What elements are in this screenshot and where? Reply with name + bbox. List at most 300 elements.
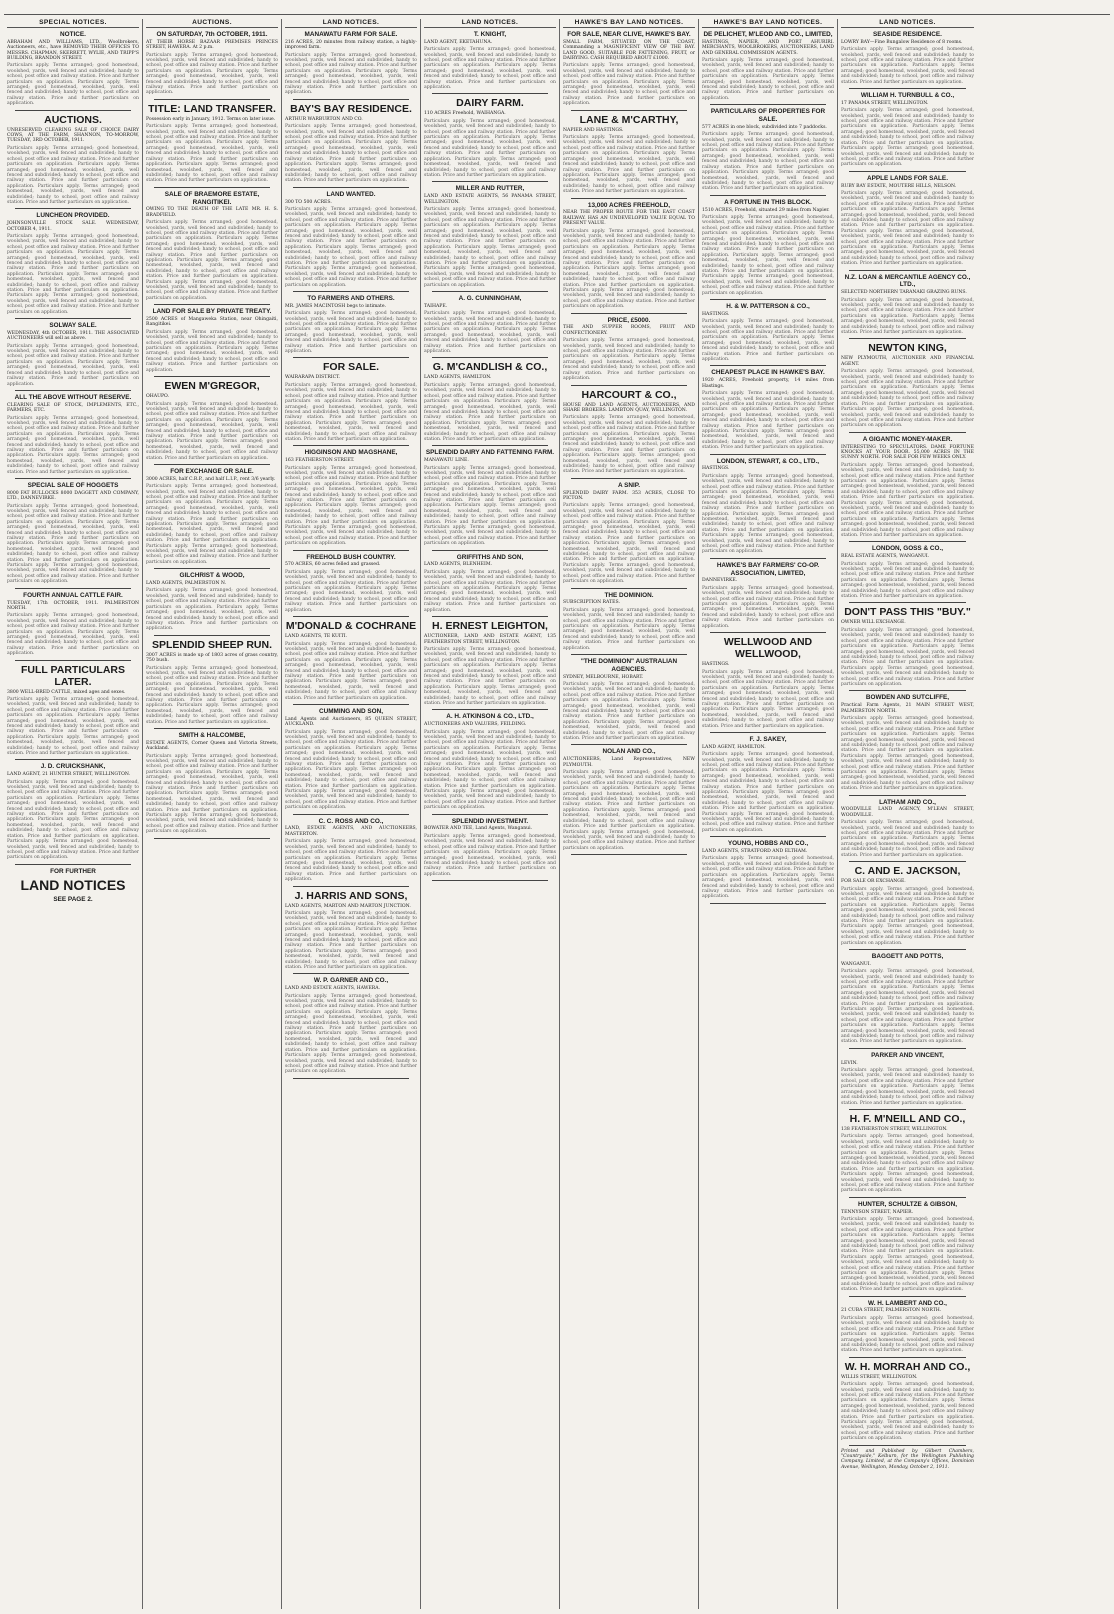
advert-body-texture: Particulars apply. Terms arranged; good homestead, woolshed, yards, well fenced and subdivided; handy to school, post office and railway station. Price and further particulars on application. Particulars apply. Terms arranged; good homestead, woolshed, yards, well fenced and subdivided; handy to school, post office and railway station. Price and further particulars on application. Particulars apply. Terms arranged; good homestead, woolshed, yards, well fenced and subdivided; handy to school, post office and railway station. Price and further particulars on application. Particulars apply. Terms arranged; good homestead, woolshed, yards, well fenced and subdivided; handy to school, post office and railway station. Price and further particulars on application.: [563, 228, 695, 310]
advert-title: DAIRY FARM.: [456, 97, 524, 110]
advert-divider: [571, 744, 687, 745]
advert-divider: [154, 187, 270, 188]
advert-text: WOODVILLE LAND AGENCY, M'LEAN STREET, WOODVILLE.: [841, 807, 974, 818]
advert-body-texture: Particulars apply. Terms arranged; good homestead, woolshed, yards, well fenced and subdivided; handy to school, post office and railway station. Price and further particulars on application. Particulars apply. Terms arranged; good homestead, woolshed, yards, well fenced and subdivided; handy to school, post office and railway station. Price and further particulars on application. Particulars apply. Terms arranged; good homestead, woolshed, yards, well fenced and subdivided; handy to school, post office and railway station. Price and further particulars on application.: [841, 108, 974, 168]
advert-text: LAND AGENTS, MARTON AND MARTON JUNCTION.: [285, 903, 411, 909]
advert-body-texture: Particulars apply. Terms arranged; good homestead, woolshed, yards, well fenced and subdivided; handy to school, post office and railway station. Price and further particulars on application. Particulars apply. Terms arranged; good homestead, woolshed, yards, well fenced and subdivided; handy to school, post office and railway station. Price and further particulars on application. Particulars apply. Terms arranged; good homestead, woolshed, yards, well fenced and subdivided; handy to school, post office and railway station. Price and further particulars on application. Particulars apply. Terms arranged; good homestead, woolshed, yards, well fenced and subdivided; handy to school, post office and railway station. Price and further particulars on application.: [563, 770, 695, 851]
column-5: [560, 19, 699, 1609]
advert-body-texture: Particulars apply. Terms arranged; good homestead, woolshed, yards, well fenced and subdivided; handy to school, post office and railway station. Price and further particulars on application. Particulars apply. Terms arranged; good homestead, woolshed, yards, well fenced and subdivided; handy to school, post office and railway station. Price and further particulars on application.: [285, 839, 417, 883]
advert-body-texture: Particulars apply. Terms arranged; good homestead, woolshed, yards, well fenced and subdivided; handy to school, post office and railway station. Price and further particulars on application. Particulars apply. Terms arranged; good homestead, woolshed, yards, well fenced and subdivided; handy to school, post office and railway station. Price and further particulars on application. Particulars apply. Terms arranged; good homestead, woolshed, yards, well fenced and subdivided; handy to school, post office and railway station. Price and further particulars on application.: [841, 1382, 974, 1442]
column-1: [4, 19, 143, 1609]
advert-title: CHEAPEST PLACE IN HAWKE'S BAY.: [711, 369, 825, 377]
advert-text: HASTINGS.: [702, 466, 730, 472]
column-3: [282, 19, 421, 1609]
advert-divider: [710, 454, 826, 455]
advert-divider: [293, 814, 409, 815]
advert-divider: [293, 886, 409, 887]
advert-title: CUMMING AND SON,: [318, 707, 384, 715]
advert-title: "THE DOMINION" AUSTRALIAN AGENCIES.: [580, 657, 678, 673]
advert-title: HAWKE'S BAY FARMERS' CO-OP. ASSOCIATION, LIMITED,: [716, 561, 820, 577]
advert-body-texture: Particulars apply. Terms arranged; good homestead, woolshed, yards, well fenced and subdivided; handy to school, post office and railway station. Price and further particulars on application. Particulars apply. Terms arranged; good homestead, woolshed, yards, well fenced and subdivided; handy to school, post office and railway station. Price and further particulars on application. Particulars apply. Terms arranged; good homestead, woolshed, yards, well fenced and subdivided; handy to school, post office and railway station. Price and further particulars on application. Particulars apply. Terms arranged; good homestead, woolshed, yards, well fenced and subdivided; handy to school, post office and railway station. Price and further particulars on application.: [424, 206, 556, 288]
advert-divider: [15, 864, 131, 865]
advert-divider: [849, 88, 966, 89]
advert-text: LAND AGENTS, PALMERSTON N.: [146, 581, 227, 587]
advert-body-texture: Particulars apply. Terms arranged; good homestead, woolshed, yards, well fenced and subdivided; handy to school, post office and railway station. Price and further particulars on application. Particulars apply. Terms arranged; good homestead, woolshed, yards, well fenced and subdivided; handy to school, post office and railway station. Price and further particulars on application. Particulars apply. Terms arranged; good homestead, woolshed, yards, well fenced and subdivided; handy to school, post office and railway station. Price and further particulars on application. Particulars apply. Terms arranged; good homestead, woolshed, yards, well fenced and subdivided; handy to school, post office and railway station. Price and further particulars on application.: [285, 729, 417, 811]
advert-divider: [15, 390, 131, 391]
advert-divider: [432, 709, 548, 710]
column-header: HAWKE'S BAY LAND NOTICES.: [563, 19, 695, 28]
advert-body-texture: Particulars apply. Terms arranged; good homestead, woolshed, yards, well fenced and subdivided; handy to school, post office and railway station. Price and further particulars on application. Particulars apply. Terms arranged; good homestead, woolshed, yards, well fenced and subdivided; handy to school, post office and railway station. Price and further particulars on application. Particulars apply. Terms arranged; good homestead, woolshed, yards, well fenced and subdivided; handy to school, post office and railway station. Price and further particulars on application. Particulars apply. Terms arranged; good homestead, woolshed, yards, well fenced and subdivided; handy to school, post office and railway station. Price and further particulars on application.: [702, 214, 834, 296]
advert-body-texture: Particulars apply. Terms arranged; good homestead, woolshed, yards, well fenced and subdivided; handy to school, post office and railway station. Price and further particulars on application. Particulars apply. Terms arranged; good homestead, woolshed, yards, well fenced and subdivided; handy to school, post office and railway station. Price and further particulars on application.: [7, 63, 139, 107]
column-4: [421, 19, 560, 1609]
advert-divider: [293, 1078, 409, 1079]
advert-body-texture: Particulars apply. Terms arranged; good homestead, woolshed, yards, well fenced and subdivided; handy to school, post office and railway station. Price and further particulars on application. Particulars apply. Terms arranged; good homestead, woolshed, yards, well fenced and subdivided; handy to school, post office and railway station. Price and further particulars on application.: [702, 585, 834, 629]
advert-body-texture: Particulars apply. Terms arranged; good homestead, woolshed, yards, well fenced and subdivided; handy to school, post office and railway station. Price and further particulars on application. Particulars apply. Terms arranged; good homestead, woolshed, yards, well fenced and subdivided; handy to school, post office and railway station. Price and further particulars on application.: [563, 338, 695, 382]
advert-body-texture: Particulars apply. Terms arranged; good homestead, woolshed, yards, well fenced and subdivided; handy to school, post office and railway station. Price and further particulars on application. Particulars apply. Terms arranged; good homestead, woolshed, yards, well fenced and subdivided; handy to school, post office and railway station. Price and further particulars on application.: [146, 329, 278, 373]
advert-divider: [849, 861, 966, 862]
advert-title: ON SATURDAY, 7th OCTOBER, 1911.: [156, 31, 268, 38]
advert-divider: [571, 654, 687, 655]
advert-title: SMITH & HALCOMBE,: [178, 732, 246, 739]
advert-text: BOWATER AND TEE, Land Agents, Wanganui.: [424, 826, 533, 832]
advert-body-texture: Particulars apply. Terms arranged; good homestead, woolshed, yards, well fenced and subdivided; handy to school, post office and railway station. Price and further particulars on application. Particulars apply. Terms arranged; good homestead, woolshed, yards, well fenced and subdivided; handy to school, post office and railway station. Price and further particulars on application.: [424, 833, 556, 877]
advert-body-texture: Particulars apply. Terms arranged; good homestead, woolshed, yards, well fenced and subdivided; handy to school, post office and railway station. Price and further particulars on application. Particulars apply. Terms arranged; good homestead, woolshed, yards, well fenced and subdivided; handy to school, post office and railway station. Price and further particulars on application. Particulars apply. Terms arranged; good homestead, woolshed, yards, well fenced and subdivided; handy to school, post office and railway station. Price and further particulars on application. Particulars apply. Terms arranged; good homestead, woolshed, yards, well fenced and subdivided; handy to school, post office and railway station. Price and further particulars on application.: [285, 206, 417, 288]
advert-divider: [293, 973, 409, 974]
advert-divider: [849, 171, 966, 172]
advert-text: 2500 ACRES of Mangaweka Station, near Ohingaiti, Rangitikei.: [146, 317, 278, 328]
advert-title: LUNCHEON PROVIDED.: [36, 212, 110, 220]
advert-body-texture: Particulars apply. Terms arranged; good homestead, woolshed, yards, well fenced and subdivided; handy to school, post office and railway station. Price and further particulars on application. Particulars apply. Terms arranged; good homestead, woolshed, yards, well fenced and subdivided; handy to school, post office and railway station. Price and further particulars on application. Particulars apply. Terms arranged; good homestead, woolshed, yards, well fenced and subdivided; handy to school, post office and railway station. Price and further particulars on application.: [7, 415, 139, 475]
column-header: HAWKE'S BAY LAND NOTICES.: [702, 19, 834, 28]
advert-text: WANGANUI.: [841, 961, 871, 967]
advert-divider: [432, 93, 548, 94]
advert-text: TAIHAPE.: [424, 303, 448, 309]
advert-title: PARTICULARS OF PROPERTIES FOR SALE.: [710, 108, 826, 124]
advert-title: SPECIAL SALE OF HOGGETS: [27, 482, 119, 489]
advert-text: AUCTIONEER, LAND AND ESTATE AGENT, 135 FEATHERSTON STREET, WELLINGTON.: [424, 634, 556, 645]
advert-text: AUCTIONEERS AND VALUERS, FEILDING.: [424, 722, 527, 728]
footer-notice: SEE PAGE 2.: [53, 895, 93, 903]
advert-divider: [710, 836, 826, 837]
advert-text: SMALL FARM, SITUATED ON THE COAST, Commanding a MAGNIFICENT VIEW OF THE BAY. LAND GOOD, SUITABLE FOR FATTENING, FRUIT, or DAIRYING. CASH REQUIRED ABOUT £1000.: [563, 39, 695, 62]
advert-divider: [432, 357, 548, 358]
advert-text: THE AND SUPPER ROOMS, FRUIT AND CONFECTIONERY.: [563, 325, 695, 336]
advert-divider: [293, 357, 409, 358]
advert-body-texture: Particulars apply. Terms arranged; good homestead, woolshed, yards, well fenced and subdivided; handy to school, post office and railway station. Price and further particulars on application. Particulars apply. Terms arranged; good homestead, woolshed, yards, well fenced and subdivided; handy to school, post office and railway station. Price and further particulars on application. Particulars apply. Terms arranged; good homestead, woolshed, yards, well fenced and subdivided; handy to school, post office and railway station. Price and further particulars on application. Particulars apply. Terms arranged; good homestead, woolshed, yards, well fenced and subdivided; handy to school, post office and railway station. Price and further particulars on application.: [424, 729, 556, 811]
advert-text: AUCTIONEERS, Land Representatives, NEW PLYMOUTH.: [563, 757, 695, 768]
advert-text: WAIRARAPA DISTRICT.: [285, 375, 340, 381]
advert-body-texture: Particulars apply. Terms arranged; good homestead, woolshed, yards, well fenced and subdivided; handy to school, post office and railway station. Price and further particulars on application. Particulars apply. Terms arranged; good homestead, woolshed, yards, well fenced and subdivided; handy to school, post office and railway station. Price and further particulars on application. Particulars apply. Terms arranged; good homestead, woolshed, yards, well fenced and subdivided; handy to school, post office and railway station. Price and further particulars on application.: [702, 391, 834, 451]
advert-divider: [710, 195, 826, 196]
advert-divider: [293, 616, 409, 617]
advert-title: W. H. LAMBERT AND CO.,: [868, 1299, 947, 1307]
advert-title: GILCHRIST & WOOD,: [179, 572, 245, 580]
advert-text: HOUSE AND LAND AGENTS, AUCTIONEERS, AND SHARE BROKERS. LAMBTON QUAY, WELLINGTON.: [563, 402, 695, 413]
advert-divider: [432, 880, 548, 881]
advert-title: A. H. ATKINSON & CO., LTD.,: [446, 713, 534, 721]
advert-title: A GIGANTIC MONEY-MAKER.: [862, 435, 953, 443]
advert-text: REAL ESTATE AGENTS, WANGANUI.: [841, 554, 930, 560]
advert-title: A SNIP.: [617, 481, 641, 489]
advert-title: G. M'CANDLISH & CO.,: [432, 361, 548, 374]
advert-title: FULL PARTICULARS LATER.: [20, 663, 126, 688]
advert-divider: [293, 704, 409, 705]
advert-body-texture: Particulars apply. Terms arranged; good homestead, woolshed, yards, well fenced and subdivided; handy to school, post office and railway station. Price and further particulars on application. Particulars apply. Terms arranged; good homestead, woolshed, yards, well fenced and subdivided; handy to school, post office and railway station. Price and further particulars on application.: [7, 343, 139, 387]
advert-title: WILLIAM H. TURNBULL & CO.,: [860, 92, 955, 100]
advert-title: A FORTUNE IN THIS BLOCK.: [724, 198, 812, 206]
advert-title: MANAWATU FARM FOR SALE.: [304, 31, 398, 38]
advert-title: HARCOURT & CO.,: [581, 388, 677, 401]
advert-divider: [293, 291, 409, 292]
advert-title: BOWDEN AND SUTCLIFFE,: [865, 694, 950, 702]
advert-title: BAGGETT AND POTTS,: [871, 952, 944, 960]
advert-text: LAND AGENTS, STRATFORD AND ELTHAM.: [702, 849, 808, 855]
advert-divider: [849, 1445, 966, 1446]
column-2: [143, 19, 282, 1609]
advert-body-texture: Particulars apply. Terms arranged; good homestead, woolshed, yards, well fenced and subdivided; handy to school, post office and railway station. Price and further particulars on application. Particulars apply. Terms arranged; good homestead, woolshed, yards, well fenced and subdivided; handy to school, post office and railway station. Price and further particulars on application. Particulars apply. Terms arranged; good homestead, woolshed, yards, well fenced and subdivided; handy to school, post office and railway station. Price and further particulars on application. Particulars apply. Terms arranged; good homestead, woolshed, yards, well fenced and subdivided; handy to school, post office and railway station. Price and further particulars on application.: [146, 220, 278, 301]
advert-divider: [15, 318, 131, 319]
advert-body-texture: Particulars apply. Terms arranged; good homestead, woolshed, yards, well fenced and subdivided; handy to school, post office and railway station. Price and further particulars on application. Particulars apply. Terms arranged; good homestead, woolshed, yards, well fenced and subdivided; handy to school, post office and railway station. Price and further particulars on application. Particulars apply. Terms arranged; good homestead, woolshed, yards, well fenced and subdivided; handy to school, post office and railway station. Price and further particulars on application. Particulars apply. Terms arranged; good homestead, woolshed, yards, well fenced and subdivided; handy to school, post office and railway station. Price and further particulars on application.: [146, 484, 278, 565]
advert-body-texture: Particulars apply. Terms arranged; good homestead, woolshed, yards, well fenced and subdivided; handy to school, post office and railway station. Price and further particulars on application. Particulars apply. Terms arranged; good homestead, woolshed, yards, well fenced and subdivided; handy to school, post office and railway station. Price and further particulars on application. Particulars apply. Terms arranged; good homestead, woolshed, yards, well fenced and subdivided; handy to school, post office and railway station. Price and further particulars on application.: [563, 135, 695, 195]
advert-text: LAND AGENTS, TE KUITI.: [285, 634, 348, 640]
advert-divider: [293, 445, 409, 446]
advert-body-texture: Particulars apply. Terms arranged; good homestead, woolshed, yards, well fenced and subdivided; handy to school, post office and railway station. Price and further particulars on application. Particulars apply. Terms arranged; good homestead, woolshed, yards, well fenced and subdivided; handy to school, post office and railway station. Price and further particulars on application.: [424, 311, 556, 355]
advert-text: SPLENDID DAIRY FARM. 353 ACRES, CLOSE TO PICTON.: [563, 490, 695, 501]
advert-text: 8000 FAT BULLOCKS 8000 DAGGETT AND COMPANY, LTD., DANNEVIRKE.: [7, 490, 139, 502]
advert-divider: [849, 1357, 966, 1358]
advert-body-texture: Particulars apply. Terms arranged; good homestead, woolshed, yards, well fenced and subdivided; handy to school, post office and railway station. Price and further particulars on application. Particulars apply. Terms arranged; good homestead, woolshed, yards, well fenced and subdivided; handy to school, post office and railway station. Price and further particulars on application. Particulars apply. Terms arranged; good homestead, woolshed, yards, well fenced and subdivided; handy to school, post office and railway station. Price and further particulars on application.: [841, 627, 974, 687]
advert-text: ESTATE AGENTS, Corner Queen and Victoria Streets, Auckland.: [146, 740, 278, 752]
advert-title: NEWTON KING,: [868, 342, 947, 355]
advert-body-texture: Particulars apply. Terms arranged; good homestead, woolshed, yards, well fenced and subdivided; handy to school, post office and railway station. Price and further particulars on application. Particulars apply. Terms arranged; good homestead, woolshed, yards, well fenced and subdivided; handy to school, post office and railway station. Price and further particulars on application. Particulars apply. Terms arranged; good homestead, woolshed, yards, well fenced and subdivided; handy to school, post office and railway station. Price and further particulars on application. Particulars apply. Terms arranged; good homestead, woolshed, yards, well fenced and subdivided; handy to school, post office and railway station. Price and further particulars on application.: [424, 465, 556, 547]
advert-title: NOTICE.: [60, 31, 86, 38]
advert-body-texture: Particulars apply. Terms arranged; good homestead, woolshed, yards, well fenced and subdivided; handy to school, post office and railway station. Price and further particulars on application. Particulars apply. Terms arranged; good homestead, woolshed, yards, well fenced and subdivided; handy to school, post office and railway station. Price and further particulars on application. Particulars apply. Terms arranged; good homestead, woolshed, yards, well fenced and subdivided; handy to school, post office and railway station. Price and further particulars on application.: [563, 415, 695, 475]
advert-title: WELLWOOD AND WELLWOOD,: [723, 636, 813, 661]
column-header: LAND NOTICES.: [424, 19, 556, 28]
advert-text: 110 ACRES Freehold, WAIHANGA.: [424, 111, 506, 117]
column-header: LAND NOTICES.: [285, 19, 417, 28]
advert-divider: [571, 478, 687, 479]
advert-title: NOLAN AND CO.,: [602, 748, 656, 756]
advert-text: Possession early in January, 1912. Terms on later issue.: [146, 116, 276, 122]
advert-title: GRIFFITHS AND SON,: [456, 553, 524, 561]
advert-divider: [710, 299, 826, 300]
advert-title: A. G. CUNNINGHAM,: [458, 295, 522, 303]
advert-title: LAND WANTED.: [326, 190, 376, 198]
advert-title: DE PELICHET, M'LEOD AND CO., LIMITED,: [703, 31, 833, 38]
advert-divider: [571, 854, 687, 855]
advert-body-texture: Particulars apply. Terms arranged; good homestead, woolshed, yards, well fenced and subdivided; handy to school, post office and railway station. Price and further particulars on application. Particulars apply. Terms arranged; good homestead, woolshed, yards, well fenced and subdivided; handy to school, post office and railway station. Price and further particulars on application.: [702, 319, 834, 363]
advert-title: H. ERNEST LEIGHTON,: [432, 620, 548, 633]
advert-text: LAND AND ESTATE AGENTS, 56 PANAMA STREET, WELLINGTON.: [424, 194, 556, 205]
advert-title: FOR SALE, NEAR CLIVE, HAWKE'S BAY.: [567, 31, 691, 38]
columns-container: [4, 19, 1110, 1609]
advert-title: DON'T PASS THIS "BUY.": [844, 606, 971, 619]
advert-text: NEW PLYMOUTH, AUCTIONEER AND FINANCIAL AGENT.: [841, 356, 974, 367]
advert-body-texture: Particulars apply. Terms arranged; good homestead, woolshed, yards, well fenced and subdivided; handy to school, post office and railway station. Price and further particulars on application. Particulars apply. Terms arranged; good homestead, woolshed, yards, well fenced and subdivided; handy to school, post office and railway station. Price and further particulars on application. Particulars apply. Terms arranged; good homestead, woolshed, yards, well fenced and subdivided; handy to school, post office and railway station. Price and further particulars on application.: [563, 681, 695, 742]
advert-text: MANAWATU LINE.: [424, 458, 469, 464]
advert-divider: [15, 759, 131, 760]
advert-title: HUNTER, SCHULTZE & GIBSON,: [858, 1200, 957, 1208]
advert-divider: [571, 588, 687, 589]
advert-divider: [432, 291, 548, 292]
advert-divider: [15, 588, 131, 589]
advert-title: THE DOMINION.: [604, 591, 654, 599]
advert-body-texture: Particulars apply. Terms arranged; good homestead, woolshed, yards, well fenced and subdivided; handy to school, post office and railway station. Price and further particulars on application. Particulars apply. Terms arranged; good homestead, woolshed, yards, well fenced and subdivided; handy to school, post office and railway station. Price and further particulars on application. Particulars apply. Terms arranged; good homestead, woolshed, yards, well fenced and subdivided; handy to school, post office and railway station. Price and further particulars on application.: [7, 696, 139, 757]
advert-title: J. HARRIS AND SONS,: [294, 889, 408, 902]
advert-text: Practical Farm Agents, 21 MAIN STREET WEST, PALMERSTON NORTH.: [841, 703, 974, 714]
advert-text: AT THEIR HORSE BAZAAR PREMISES PRINCES STREET, HAWERA. At 2 p.m.: [146, 39, 278, 51]
advert-text: SYDNEY, MELBOURNE, HOBART.: [563, 674, 644, 680]
advert-text: 3007 ACRES is made up of 1803 acres of grass country, 750 bush.: [146, 652, 278, 664]
advert-body-texture: Particulars apply. Terms arranged; good homestead, woolshed, yards, well fenced and subdivided; handy to school, post office and railway station. Price and further particulars on application. Particulars apply. Terms arranged; good homestead, woolshed, yards, well fenced and subdivided; handy to school, post office and railway station. Price and further particulars on application.: [285, 569, 417, 613]
advert-text: OWNER WILL EXCHANGE.: [841, 620, 906, 626]
advert-title: C. C. ROSS AND CO.,: [318, 817, 384, 825]
advert-text: RUBY BAY ESTATE, MOUTERE HILLS, NELSON.: [841, 183, 957, 189]
advert-body-texture: Particulars apply. Terms arranged; good homestead, woolshed, yards, well fenced and subdivided; handy to school, post office and railway station. Price and further particulars on application. Particulars apply. Terms arranged; good homestead, woolshed, yards, well fenced and subdivided; handy to school, post office and railway station. Price and further particulars on application.: [841, 1068, 974, 1106]
advert-divider: [15, 208, 131, 209]
advert-divider: [154, 728, 270, 729]
advert-text: ABRAHAM AND WILLIAMS, LTD., Woolbrokers, Auctioneers, etc., have REMOVED THEIR OFFICES TO MESSRS. CHAPMAN, SKERRETT, WYLIE, AND TRIPP'S BUILDING, BRANDON STREET.: [7, 39, 139, 62]
advert-divider: [849, 1048, 966, 1049]
advert-text: 570 ACRES, 60 acres felled and grassed.: [285, 562, 381, 568]
advert-text: ARTHUR WARBURTON AND CO.: [285, 116, 363, 122]
advert-title: C. AND E. JACKSON,: [854, 865, 961, 878]
advert-text: 17 PANAMA STREET, WELLINGTON.: [841, 100, 929, 106]
advert-body-texture: Particulars apply. Terms arranged; good homestead, woolshed, yards, well fenced and subdivided; handy to school, post office and railway station. Price and further particulars on application. Particulars apply. Terms arranged; good homestead, woolshed, yards, well fenced and subdivided; handy to school, post office and railway station. Price and further particulars on application. Particulars apply. Terms arranged; good homestead, woolshed, yards, well fenced and subdivided; handy to school, post office and railway station. Price and further particulars on application.: [285, 910, 417, 971]
advert-body-texture: Particulars apply. Terms arranged; good homestead, woolshed, yards, well fenced and subdivided; handy to school, post office and railway station. Price and further particulars on application. Particulars apply. Terms arranged; good homestead, woolshed, yards, well fenced and subdivided; handy to school, post office and railway station. Price and further particulars on application. Particulars apply. Terms arranged; good homestead, woolshed, yards, well fenced and subdivided; handy to school, post office and railway station. Price and further particulars on application. Particulars apply. Terms arranged; good homestead, woolshed, yards, well fenced and subdivided; handy to school, post office and railway station. Price and further particulars on application.: [841, 1217, 974, 1293]
advert-title: PRICE, £5000.: [607, 316, 651, 324]
advert-title: TO FARMERS AND OTHERS.: [307, 295, 395, 303]
advert-title: TITLE: LAND TRANSFER.: [148, 102, 276, 115]
advert-text: NEAR THE PROPER ROUTE FOR THE EAST COAST RAILWAY. HAS AN UNDEVELOPED VALUE EQUAL TO PRESENT VALUE.: [563, 210, 695, 227]
advert-text: LAND AGENTS, HAMILTON.: [424, 375, 492, 381]
advert-body-texture: Particulars apply. Terms arranged; good homestead, woolshed, yards, well fenced and subdivided; handy to school, post office and railway station. Price and further particulars on application. Particulars apply. Terms arranged; good homestead, woolshed, yards, well fenced and subdivided; handy to school, post office and railway station. Price and further particulars on application. Particulars apply. Terms arranged; good homestead, woolshed, yards, well fenced and subdivided; handy to school, post office and railway station. Price and further particulars on application.: [424, 646, 556, 706]
advert-title: LAND FOR SALE BY PRIVATE TREATY.: [152, 308, 272, 316]
advert-body-texture: Particulars apply. Terms arranged; good homestead, woolshed, yards, well fenced and subdivided; handy to school, post office and railway station. Price and further particulars on application. Particulars apply. Terms arranged; good homestead, woolshed, yards, well fenced and subdivided; handy to school, post office and railway station. Price and further particulars on application.: [285, 311, 417, 355]
advert-divider: [432, 445, 548, 446]
advert-body-texture: Particulars apply. Terms arranged; good homestead, woolshed, yards, well fenced and subdivided; handy to school, post office and railway station. Price and further particulars on application. Particulars apply. Terms arranged; good homestead, woolshed, yards, well fenced and subdivided; handy to school, post office and railway station. Price and further particulars on application. Particulars apply. Terms arranged; good homestead, woolshed, yards, well fenced and subdivided; handy to school, post office and railway station. Price and further particulars on application.: [424, 382, 556, 442]
advert-divider: [571, 385, 687, 386]
advert-text: NAPIER AND HASTINGS.: [563, 127, 624, 133]
advert-divider: [15, 110, 131, 111]
advert-title: LANE & M'CARTHY,: [579, 113, 679, 126]
advert-title: H. F. M'NEILL AND CO.,: [849, 1112, 966, 1125]
advert-body-texture: Particulars apply. Terms arranged; good homestead, woolshed, yards, well fenced and subdivided; handy to school, post office and railway station. Price and further particulars on application. Particulars apply. Terms arranged; good homestead, woolshed, yards, well fenced and subdivided; handy to school, post office and railway station. Price and further particulars on application.: [702, 58, 834, 101]
advert-body-texture: Particulars apply. Terms arranged; good homestead, woolshed, yards, well fenced and subdivided; handy to school, post office and railway station. Price and further particulars on application. Particulars apply. Terms arranged; good homestead, woolshed, yards, well fenced and subdivided; handy to school, post office and railway station. Price and further particulars on application. Particulars apply. Terms arranged; good homestead, woolshed, yards, well fenced and subdivided; handy to school, post office and railway station. Price and further particulars on application. Particulars apply. Terms arranged; good homestead, woolshed, yards, well fenced and subdivided; handy to school, post office and railway station. Price and further particulars on application.: [146, 753, 278, 835]
advert-text: 577 ACRES in one block, subdivided into 7 paddocks.: [702, 124, 827, 130]
advert-divider: [571, 313, 687, 314]
advert-body-texture: Particulars apply. Terms arranged; good homestead, woolshed, yards, well fenced and subdivided; handy to school, post office and railway station. Price and further particulars on application. Particulars apply. Terms arranged; good homestead, woolshed, yards, well fenced and subdivided; handy to school, post office and railway station. Price and further particulars on application. Particulars apply. Terms arranged; good homestead, woolshed, yards, well fenced and subdivided; handy to school, post office and railway station. Price and further particulars on application.: [146, 665, 278, 725]
advert-divider: [710, 558, 826, 559]
advert-divider: [15, 660, 131, 661]
advert-body-texture: Particulars apply. Terms arranged; good homestead, woolshed, yards, well fenced and subdivided; handy to school, post office and railway station. Price and further particulars on application. Particulars apply. Terms arranged; good homestead, woolshed, yards, well fenced and subdivided; handy to school, post office and railway station. Price and further particulars on application. Particulars apply. Terms arranged; good homestead, woolshed, yards, well fenced and subdivided; handy to school, post office and railway station. Price and further particulars on application. Particulars apply. Terms arranged; good homestead, woolshed, yards, well fenced and subdivided; handy to school, post office and railway station. Price and further particulars on application.: [7, 233, 139, 315]
advert-body-texture: Particulars apply. Terms arranged; good homestead, woolshed, yards, well fenced and subdivided; handy to school, post office and railway station. Price and further particulars on application. Particulars apply. Terms arranged; good homestead, woolshed, yards, well fenced and subdivided; handy to school, post office and railway station. Price and further particulars on application. Particulars apply. Terms arranged; good homestead, woolshed, yards, well fenced and subdivided; handy to school, post office and railway station. Price and further particulars on application.: [146, 401, 278, 461]
advert-text: 1510 ACRES, Freehold, situated 29 miles from Napier.: [702, 207, 830, 213]
advert-text: 1920 ACRES, Freehold property, 14 miles from Hastings.: [702, 378, 834, 389]
advert-body-texture: Particulars apply. Terms arranged; good homestead, woolshed, yards, well fenced and subdivided; handy to school, post office and railway station. Price and further particulars on application. Particulars apply. Terms arranged; good homestead, woolshed, yards, well fenced and subdivided; handy to school, post office and railway station. Price and further particulars on application. Particulars apply. Terms arranged; good homestead, woolshed, yards, well fenced and subdivided; handy to school, post office and railway station. Price and further particulars on application.: [7, 145, 139, 205]
advert-divider: [849, 690, 966, 691]
advert-divider: [432, 616, 548, 617]
advert-body-texture: Particulars apply. Terms arranged; good homestead, woolshed, yards, well fenced and subdivided; handy to school, post office and railway station. Price and further particulars on application. Particulars apply. Terms arranged; good homestead, woolshed, yards, well fenced and subdivided; handy to school, post office and railway station. Price and further particulars on application.: [841, 297, 974, 336]
advert-divider: [432, 550, 548, 551]
advert-divider: [710, 365, 826, 366]
advert-title: M'DONALD & COCHRANE: [285, 620, 417, 633]
advert-text: TENNYSON STREET, NAPIER.: [841, 1209, 914, 1215]
advert-title: H. & W. PATTERSON & CO.,: [726, 303, 810, 311]
advert-title: SPLENDID DAIRY AND FATTENING FARM.: [425, 449, 555, 457]
advert-title: AUCTIONS.: [44, 113, 102, 126]
advert-body-texture: Particulars apply. Terms arranged; good homestead, woolshed, yards, well fenced and subdivided; handy to school, post office and railway station. Price and further particulars on application. Particulars apply. Terms arranged; good homestead, woolshed, yards, well fenced and subdivided; handy to school, post office and railway station. Price and further particulars on application. Particulars apply. Terms arranged; good homestead, woolshed, yards, well fenced and subdivided; handy to school, post office and railway station. Price and further particulars on application. Particulars apply. Terms arranged; good homestead, woolshed, yards, well fenced and subdivided; handy to school, post office and railway station. Price and further particulars on application.: [841, 462, 974, 539]
advert-text: 216 ACRES, 20 minutes from railway station, a highly-improved farm.: [285, 39, 417, 51]
advert-text: FOR SALE OR EXCHANGE.: [841, 879, 906, 885]
advert-title: PARKER AND VINCENT,: [871, 1051, 944, 1059]
advert-divider: [849, 795, 966, 796]
advert-title: W. H. MORRAH AND CO.,: [844, 1360, 971, 1373]
advert-divider: [849, 432, 966, 433]
advert-title: FOR SALE.: [322, 361, 379, 374]
column-header: AUCTIONS.: [146, 19, 278, 28]
column-header: LAND NOTICES.: [841, 19, 974, 28]
advert-body-texture: Particulars apply. Terms arranged; good homestead, woolshed, yards, well fenced and subdivided; handy to school, post office and railway station. Price and further particulars on application. Particulars apply. Terms arranged; good homestead, woolshed, yards, well fenced and subdivided; handy to school, post office and railway station. Price and further particulars on application.: [563, 607, 695, 651]
advert-title: SALE OF BRAEMORE ESTATE, RANGITIKEI.: [164, 190, 260, 206]
advert-text: LAND AGENT, 21 HUNTER STREET, WELLINGTON.: [7, 772, 131, 778]
advert-text: JOHNSONVILLE STOCK SALE. WEDNESDAY, OCTOBER 4, 1911.: [7, 221, 139, 232]
advert-title: LONDON, GOSS & CO.,: [871, 545, 943, 553]
advert-divider: [293, 550, 409, 551]
advert-divider: [15, 478, 131, 479]
advert-divider: [571, 198, 687, 199]
advert-text: LEVIN.: [841, 1060, 858, 1066]
advert-body-texture: Particulars apply. Terms arranged; good homestead, woolshed, yards, well fenced and subdivided; handy to school, post office and railway station. Price and further particulars on application. Particulars apply. Terms arranged; good homestead, woolshed, yards, well fenced and subdivided; handy to school, post office and railway station. Price and further particulars on application. Particulars apply. Terms arranged; good homestead, woolshed, yards, well fenced and subdivided; handy to school, post office and railway station. Price and further particulars on application. Particulars apply. Terms arranged; good homestead, woolshed, yards, well fenced and subdivided; handy to school, post office and railway station. Price and further particulars on application.: [702, 473, 834, 555]
advert-body-texture: Particulars apply. Terms arranged; good homestead, woolshed, yards, well fenced and subdivided; handy to school, post office and railway station. Price and further particulars on application. Particulars apply. Terms arranged; good homestead, woolshed, yards, well fenced and subdivided; handy to school, post office and railway station. Price and further particulars on application. Particulars apply. Terms arranged; good homestead, woolshed, yards, well fenced and subdivided; handy to school, post office and railway station. Price and further particulars on application.: [285, 124, 417, 184]
advert-title: SOLWAY SALE.: [49, 322, 97, 330]
advert-divider: [293, 99, 409, 100]
advert-divider: [849, 270, 966, 271]
advert-text: TUESDAY, 17th OCTOBER, 1911. PALMERSTON NORTH.: [7, 600, 139, 611]
advert-body-texture: Particulars apply. Terms arranged; good homestead, woolshed, yards, well fenced and subdivided; handy to school, post office and railway station. Price and further particulars on application. Particulars apply. Terms arranged; good homestead, woolshed, yards, well fenced and subdivided; handy to school, post office and railway station. Price and further particulars on application. Particulars apply. Terms arranged; good homestead, woolshed, yards, well fenced and subdivided; handy to school, post office and railway station. Price and further particulars on application.: [424, 118, 556, 178]
advert-text: WEDNESDAY, 4th OCTOBER, 1911. THE ASSOCIATED AUCTIONEERS will sell as above.: [7, 330, 139, 342]
advert-title: J. D. CRUICKSHANK,: [40, 763, 106, 771]
advert-text: 3000 ACRES, half C.R.P., and half L.I.P., rent 3/6 yearly.: [146, 476, 276, 482]
advert-body-texture: Particulars apply. Terms arranged; good homestead, woolshed, yards, well fenced and subdivided; handy to school, post office and railway station. Price and further particulars on application. Particulars apply. Terms arranged; good homestead, woolshed, yards, well fenced and subdivided; handy to school, post office and railway station. Price and further particulars on application.: [7, 613, 139, 657]
advert-text: DANNEVIRKE.: [702, 578, 738, 584]
advert-title: FOR EXCHANGE OR SALE.: [170, 467, 254, 475]
advert-text: MR. JAMES MACINTOSH begs to intimate.: [285, 303, 387, 309]
advert-body-texture: Particulars apply. Terms arranged; good homestead, woolshed, yards, well fenced and subdivided; handy to school, post office and railway station. Price and further particulars on application. Particulars apply. Terms arranged; good homestead, woolshed, yards, well fenced and subdivided; handy to school, post office and railway station. Price and further particulars on application. Particulars apply. Terms arranged; good homestead, woolshed, yards, well fenced and subdivided; handy to school, post office and railway station. Price and further particulars on application.: [702, 132, 834, 192]
advert-body-texture: Particulars apply. Terms arranged; good homestead, woolshed, yards, well fenced and subdivided; handy to school, post office and railway station. Price and further particulars on application. Particulars apply. Terms arranged; good homestead, woolshed, yards, well fenced and subdivided; handy to school, post office and railway station. Price and further particulars on application. Particulars apply. Terms arranged; good homestead, woolshed, yards, well fenced and subdivided; handy to school, post office and railway station. Price and further particulars on application.: [146, 124, 278, 184]
advert-text: INTERESTING TO SPECULATORS. DAME FORTUNE KNOCKS AT YOUR DOOR. 55,000 ACRES IN THE SUNNY NORTH. FOR SALE FOR FEW WEEKS ONLY.: [841, 444, 974, 461]
advert-body-texture: Particulars apply. Terms arranged; good homestead, woolshed, yards, well fenced and subdivided; handy to school, post office and railway station. Price and further particulars on application. Particulars apply. Terms arranged; good homestead, woolshed, yards, well fenced and subdivided; handy to school, post office and railway station. Price and further particulars on application.: [841, 47, 974, 85]
advert-text: OHAUPO.: [146, 394, 170, 400]
advert-body-texture: Particulars apply. Terms arranged; good homestead, woolshed, yards, well fenced and subdivided; handy to school, post office and railway station. Price and further particulars on application. Particulars apply. Terms arranged; good homestead, woolshed, yards, well fenced and subdivided; handy to school, post office and railway station. Price and further particulars on application.: [563, 63, 695, 107]
advert-body-texture: Particulars apply. Terms arranged; good homestead, woolshed, yards, well fenced and subdivided; handy to school, post office and railway station. Price and further particulars on application. Particulars apply. Terms arranged; good homestead, woolshed, yards, well fenced and subdivided; handy to school, post office and railway station. Price and further particulars on application.: [841, 820, 974, 858]
advert-divider: [710, 903, 826, 904]
advert-divider: [154, 464, 270, 465]
advert-text: SELECTED NORTHERN TARANAKI GRAZING RUNS.: [841, 290, 967, 296]
advert-title: F. J. SAKEY,: [749, 735, 787, 743]
advert-body-texture: Particulars apply. Terms arranged; good homestead, woolshed, yards, well fenced and subdivided; handy to school, post office and railway station. Price and further particulars on application. Particulars apply. Terms arranged; good homestead, woolshed, yards, well fenced and subdivided; handy to school, post office and railway station. Price and further particulars on application. Particulars apply. Terms arranged; good homestead, woolshed, yards, well fenced and subdivided; handy to school, post office and railway station. Price and further particulars on application. Particulars apply. Terms arranged; good homestead, woolshed, yards, well fenced and subdivided; handy to school, post office and railway station. Price and further particulars on application.: [702, 752, 834, 833]
advert-body-texture: Particulars apply. Terms arranged; good homestead, woolshed, yards, well fenced and subdivided; handy to school, post office and railway station. Price and further particulars on application. Particulars apply. Terms arranged; good homestead, woolshed, yards, well fenced and subdivided; handy to school, post office and railway station. Price and further particulars on application. Particulars apply. Terms arranged; good homestead, woolshed, yards, well fenced and subdivided; handy to school, post office and railway station. Price and further particulars on application. Particulars apply. Terms arranged; good homestead, woolshed, yards, well fenced and subdivided; handy to school, post office and railway station. Price and further particulars on application.: [841, 969, 974, 1045]
advert-body-texture: Particulars apply. Terms arranged; good homestead, woolshed, yards, well fenced and subdivided; handy to school, post office and railway station. Price and further particulars on application. Particulars apply. Terms arranged; good homestead, woolshed, yards, well fenced and subdivided; handy to school, post office and railway station. Price and further particulars on application.: [424, 47, 556, 91]
advert-body-texture: Particulars apply. Terms arranged; good homestead, woolshed, yards, well fenced and subdivided; handy to school, post office and railway station. Price and further particulars on application. Particulars apply. Terms arranged; good homestead, woolshed, yards, well fenced and subdivided; handy to school, post office and railway station. Price and further particulars on application.: [841, 1315, 974, 1354]
advert-body-texture: Particulars apply. Terms arranged; good homestead, woolshed, yards, well fenced and subdivided; handy to school, post office and railway station. Price and further particulars on application. Particulars apply. Terms arranged; good homestead, woolshed, yards, well fenced and subdivided; handy to school, post office and railway station. Price and further particulars on application. Particulars apply. Terms arranged; good homestead, woolshed, yards, well fenced and subdivided; handy to school, post office and railway station. Price and further particulars on application. Particulars apply. Terms arranged; good homestead, woolshed, yards, well fenced and subdivided; handy to school, post office and railway station. Price and further particulars on application.: [285, 993, 417, 1075]
advert-text: OWING TO THE DEATH OF THE LATE MR. H. S. BRADFIELD.: [146, 207, 278, 218]
advert-divider: [154, 568, 270, 569]
advert-body-texture: Particulars apply. Terms arranged; good homestead, woolshed, yards, well fenced and subdivided; handy to school, post office and railway station. Price and further particulars on application. Particulars apply. Terms arranged; good homestead, woolshed, yards, well fenced and subdivided; handy to school, post office and railway station. Price and further particulars on application.: [424, 569, 556, 613]
advert-body-texture: Particulars apply. Terms arranged; good homestead, woolshed, yards, well fenced and subdivided; handy to school, post office and railway station. Price and further particulars on application. Particulars apply. Terms arranged; good homestead, woolshed, yards, well fenced and subdivided; handy to school, post office and railway station. Price and further particulars on application.: [146, 588, 278, 632]
advert-text: 3800 WELL-BRED CATTLE, mixed ages and sexes.: [7, 689, 126, 695]
column-6: [699, 19, 838, 1609]
advert-divider: [432, 181, 548, 182]
advert-text: SUBSCRIPTION RATES.: [563, 600, 620, 606]
advert-divider: [849, 1296, 966, 1297]
advert-text: LAND AGENT, HAMILTON.: [702, 744, 766, 750]
advert-text: LOWRY BAY—Fine Bungalow Residence of 8 rooms.: [841, 39, 963, 45]
advert-text: HASTINGS.: [702, 662, 730, 668]
advert-divider: [154, 635, 270, 636]
advert-body-texture: Particulars apply. Terms arranged; good homestead, woolshed, yards, well fenced and subdivided; handy to school, post office and railway station. Price and further particulars on application. Particulars apply. Terms arranged; good homestead, woolshed, yards, well fenced and subdivided; handy to school, post office and railway station. Price and further particulars on application. Particulars apply. Terms arranged; good homestead, woolshed, yards, well fenced and subdivided; handy to school, post office and railway station. Price and further particulars on application. Particulars apply. Terms arranged; good homestead, woolshed, yards, well fenced and subdivided; handy to school, post office and railway station. Price and further particulars on application.: [7, 503, 139, 585]
advert-text: UNRESERVED CLEARING SALE OF CHOICE DAIRY COWS, AT THE FARM, SHANNON, TO-MORROW, TUESDAY, 3RD OCTOBER, 1911.: [7, 127, 139, 144]
advert-divider: [154, 838, 270, 839]
advert-body-texture: Particulars apply. Terms arranged; good homestead, woolshed, yards, well fenced and subdivided; handy to school, post office and railway station. Price and further particulars on application. Particulars apply. Terms arranged; good homestead, woolshed, yards, well fenced and subdivided; handy to school, post office and railway station. Price and further particulars on application. Particulars apply. Terms arranged; good homestead, woolshed, yards, well fenced and subdivided; handy to school, post office and railway station. Price and further particulars on application. Particulars apply. Terms arranged; good homestead, woolshed, yards, well fenced and subdivided; handy to school, post office and railway station. Price and further particulars on application.: [7, 779, 139, 861]
advert-body-texture: Particulars apply. Terms arranged; good homestead, woolshed, yards, well fenced and subdivided; handy to school, post office and railway station. Price and further particulars on application. Particulars apply. Terms arranged; good homestead, woolshed, yards, well fenced and subdivided; handy to school, post office and railway station. Price and further particulars on application. Particulars apply. Terms arranged; good homestead, woolshed, yards, well fenced and subdivided; handy to school, post office and railway station. Price and further particulars on application.: [702, 669, 834, 729]
advert-title: LONDON, STEWART, & CO., LTD.,: [716, 457, 820, 465]
advert-divider: [154, 376, 270, 377]
column-7: [838, 19, 977, 1609]
advert-body-texture: Particulars apply. Terms arranged; good homestead, woolshed, yards, well fenced and subdivided; handy to school, post office and railway station. Price and further particulars on application. Particulars apply. Terms arranged; good homestead, woolshed, yards, well fenced and subdivided; handy to school, post office and railway station. Price and further particulars on application. Particulars apply. Terms arranged; good homestead, woolshed, yards, well fenced and subdivided; handy to school, post office and railway station. Price and further particulars on application. Particulars apply. Terms arranged; good homestead, woolshed, yards, well fenced and subdivided; handy to school, post office and railway station. Price and further particulars on application.: [563, 503, 695, 585]
advert-divider: [154, 99, 270, 100]
advert-body-texture: Particulars apply. Terms arranged; good homestead, woolshed, yards, well fenced and subdivided; handy to school, post office and railway station. Price and further particulars on application. Particulars apply. Terms arranged; good homestead, woolshed, yards, well fenced and subdivided; handy to school, post office and railway station. Price and further particulars on application. Particulars apply. Terms arranged; good homestead, woolshed, yards, well fenced and subdivided; handy to school, post office and railway station. Price and further particulars on application. Particulars apply. Terms arranged; good homestead, woolshed, yards, well fenced and subdivided; handy to school, post office and railway station. Price and further particulars on application.: [841, 715, 974, 792]
advert-body-texture: Particulars apply. Terms arranged; good homestead, woolshed, yards, well fenced and subdivided; handy to school, post office and railway station. Price and further particulars on application. Particulars apply. Terms arranged; good homestead, woolshed, yards, well fenced and subdivided; handy to school, post office and railway station. Price and further particulars on application. Particulars apply. Terms arranged; good homestead, woolshed, yards, well fenced and subdivided; handy to school, post office and railway station. Price and further particulars on application. Particulars apply. Terms arranged; good homestead, woolshed, yards, well fenced and subdivided; handy to school, post office and railway station. Price and further particulars on application.: [285, 465, 417, 547]
advert-title: HIGGINSON AND MAGSHANE,: [304, 449, 398, 457]
advert-title: FOURTH ANNUAL CATTLE FAIR.: [23, 591, 123, 599]
advert-text: HASTINGS, NAPIER, AND PORT AHURIRI. MERCHANTS, WOOLBROKERS, AUCTIONEERS, LAND AND GENERAL COMMISSION AGENTS.: [702, 39, 834, 56]
advert-title: N.Z. LOAN & MERCANTILE AGENCY CO., LTD.,: [844, 273, 971, 289]
advert-text: 21 CUBA STREET, PALMERSTON NORTH.: [841, 1308, 942, 1314]
advert-body-texture: Particulars apply. Terms arranged; good homestead, woolshed, yards, well fenced and subdivided; handy to school, post office and railway station. Price and further particulars on application. Particulars apply. Terms arranged; good homestead, woolshed, yards, well fenced and subdivided; handy to school, post office and railway station. Price and further particulars on application.: [146, 52, 278, 96]
advert-text: 138 FEATHERSTON STREET, WELLINGTON.: [841, 1126, 948, 1132]
advert-body-texture: Particulars apply. Terms arranged; good homestead, woolshed, yards, well fenced and subdivided; handy to school, post office and railway station. Price and further particulars on application. Particulars apply. Terms arranged; good homestead, woolshed, yards, well fenced and subdivided; handy to school, post office and railway station. Price and further particulars on application. Particulars apply. Terms arranged; good homestead, woolshed, yards, well fenced and subdivided; handy to school, post office and railway station. Price and further particulars on application. Particulars apply. Terms arranged; good homestead, woolshed, yards, well fenced and subdivided; handy to school, post office and railway station. Price and further particulars on application.: [841, 190, 974, 267]
advert-divider: [849, 1109, 966, 1110]
footer-notice: LAND NOTICES: [20, 876, 126, 893]
advert-title: YOUNG, HOBBS AND CO.,: [727, 840, 809, 848]
advert-text: LAND AGENT, EKETAHUNA.: [424, 39, 493, 45]
advert-body-texture: Particulars apply. Terms arranged; good homestead, woolshed, yards, well fenced and subdivided; handy to school, post office and railway station. Price and further particulars on application. Particulars apply. Terms arranged; good homestead, woolshed, yards, well fenced and subdivided; handy to school, post office and railway station. Price and further particulars on application.: [841, 561, 974, 600]
advert-title: BAY'S BAY RESIDENCE.: [290, 102, 412, 115]
advert-title: SPLENDID INVESTMENT.: [451, 817, 529, 825]
advert-text: LAND, ESTATE AGENTS, AND AUCTIONEERS, MASTERTON.: [285, 826, 417, 837]
advert-body-texture: Particulars apply. Terms arranged; good homestead, woolshed, yards, well fenced and subdivided; handy to school, post office and railway station. Price and further particulars on application. Particulars apply. Terms arranged; good homestead, woolshed, yards, well fenced and subdivided; handy to school, post office and railway station. Price and further particulars on application.: [285, 52, 417, 96]
footer-notice: FOR FURTHER: [50, 867, 96, 875]
advert-divider: [710, 732, 826, 733]
advert-title: LATHAM AND CO.,: [879, 798, 936, 806]
column-header: SPECIAL NOTICES.: [7, 19, 139, 28]
advert-text: WILLIS STREET, WELLINGTON.: [841, 1374, 918, 1380]
advert-divider: [710, 632, 826, 633]
advert-body-texture: Particulars apply. Terms arranged; good homestead, woolshed, yards, well fenced and subdivided; handy to school, post office and railway station. Price and further particulars on application. Particulars apply. Terms arranged; good homestead, woolshed, yards, well fenced and subdivided; handy to school, post office and railway station. Price and further particulars on application. Particulars apply. Terms arranged; good homestead, woolshed, yards, well fenced and subdivided; handy to school, post office and railway station. Price and further particulars on application.: [841, 886, 974, 946]
advert-title: W. P. GARNER AND CO.,: [313, 977, 389, 985]
advert-text: LAND AGENTS, BLENHEIM.: [424, 562, 492, 568]
advert-divider: [293, 187, 409, 188]
advert-body-texture: Particulars apply. Terms arranged; good homestead, woolshed, yards, well fenced and subdivided; handy to school, post office and railway station. Price and further particulars on application. Particulars apply. Terms arranged; good homestead, woolshed, yards, well fenced and subdivided; handy to school, post office and railway station. Price and further particulars on application. Particulars apply. Terms arranged; good homestead, woolshed, yards, well fenced and subdivided; handy to school, post office and railway station. Price and further particulars on application.: [841, 1134, 974, 1194]
advert-divider: [432, 814, 548, 815]
advert-text: CLEARING SALE OF STOCK, IMPLEMENTS, ETC., FARMERS, ETC.: [7, 402, 139, 414]
advert-title: SEASIDE RESIDENCE.: [873, 31, 942, 38]
advert-title: ALL THE ABOVE WITHOUT RESERVE.: [14, 393, 132, 401]
advert-text: 300 TO 500 ACRES.: [285, 199, 332, 205]
advert-divider: [849, 338, 966, 339]
